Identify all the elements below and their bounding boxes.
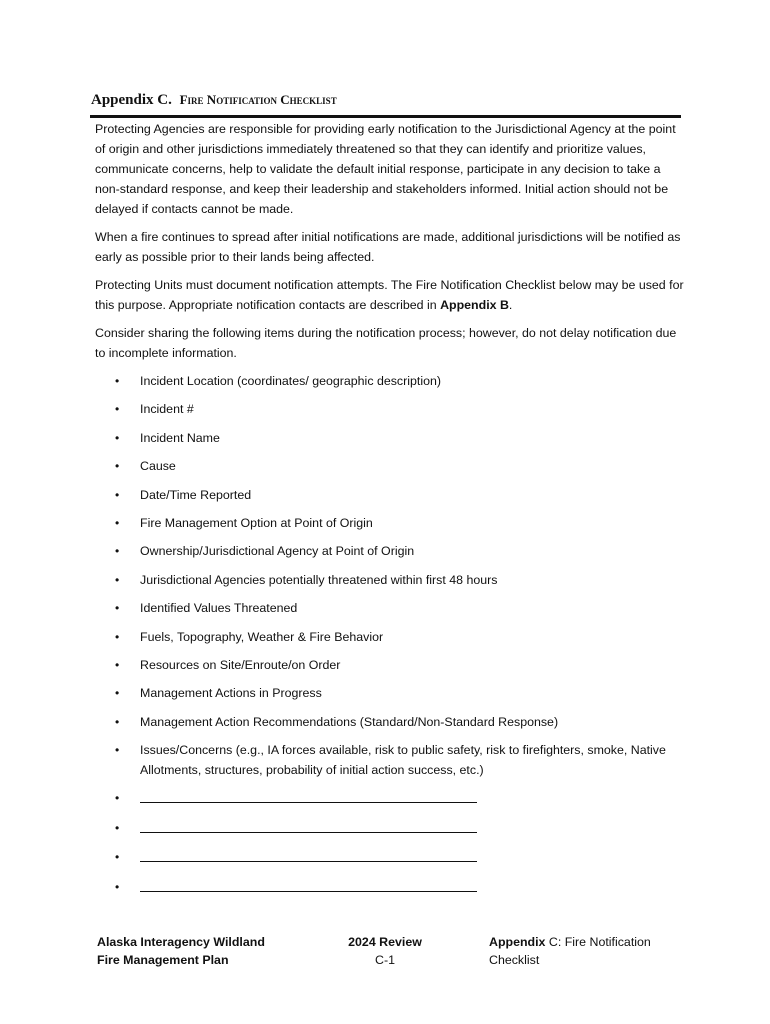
blank-fill-line [140, 788, 477, 803]
bullet-icon: • [115, 629, 120, 644]
list-item [95, 513, 685, 533]
footer-plan-line-1: Alaska Interagency Wildland [97, 935, 265, 949]
paragraph-2: When a fire continues to spread after initial notifications are made, additional jurisdictions will be notified as early as possible prior to their lands being affected. [95, 230, 681, 264]
footer-page-info [348, 933, 422, 969]
footer-section-name [489, 933, 651, 969]
list-item [95, 456, 685, 476]
list-item [95, 598, 685, 618]
bullet-icon: • [115, 743, 120, 758]
list-item-text: Issues/Concerns (e.g., IA forces available, risk to public safety, risk to firefighters, smoke, Native Allotments, structures, probability of initial action success, etc.) [140, 743, 666, 778]
list-item-text: Identified Values Threatened [140, 601, 298, 616]
bullet-icon: • [115, 544, 120, 559]
blank-fill-line [140, 818, 477, 833]
appendix-label: Appendix C. [91, 92, 172, 108]
list-item-text: Resources on Site/Enroute/on Order [140, 657, 341, 672]
bullet-icon: • [115, 850, 120, 865]
footer-plan-line-2: Fire Management Plan [97, 953, 229, 967]
bullet-icon: • [115, 487, 120, 502]
bullet-icon: • [115, 459, 120, 474]
list-item-text: Incident Location (coordinates/ geographic description) [140, 374, 441, 388]
footer-plan-name [97, 933, 265, 969]
footer-page-number: C-1 [375, 953, 395, 967]
list-item-text: Cause [140, 459, 176, 474]
list-item-text: Incident # [140, 402, 194, 417]
blank-fill-line [140, 847, 477, 862]
list-item [95, 541, 685, 561]
list-item-text: Fire Management Option at Point of Origin [140, 515, 373, 530]
list-item [95, 627, 685, 647]
list-item [95, 683, 685, 703]
blank-item [95, 847, 685, 868]
list-item-text: Fuels, Topography, Weather & Fire Behavior [140, 629, 384, 644]
paragraph-3 [95, 275, 685, 315]
list-item-text: Management Action Recommendations (Standard/Non-Standard Response) [140, 714, 559, 729]
list-item [95, 655, 685, 675]
bullet-icon: • [115, 572, 120, 587]
paragraph-3-text: Protecting Units must document notification attempts. The Fire Notification Checklist below may be used for this purpose. Appropriate notification contacts are described in [95, 278, 684, 312]
footer-section-line-2: Checklist [489, 953, 540, 967]
paragraph-1: Protecting Agencies are responsible for providing early notification to the Jurisdictional Agency at the point of origin and other jurisdictions immediately threatened so that they can identify and prioritize values, communicate concerns, help to validate the default initial response, participate in any decision to take a non-standard response, and keep their leadership and stakeholders informed. Initial action should not be delayed if contacts cannot be made. [95, 122, 676, 216]
bullet-icon: • [115, 402, 120, 417]
paragraph-4: Consider sharing the following items during the notification process; however, do not delay notification due to incomplete information. [95, 326, 677, 360]
appendix-heading [91, 92, 681, 109]
list-item [95, 712, 685, 732]
footer-review-year: 2024 Review [348, 935, 422, 949]
list-item-text: Date/Time Reported [140, 487, 252, 502]
bullet-icon: • [115, 791, 120, 806]
paragraph-3-end: . [508, 298, 513, 312]
bullet-icon: • [115, 714, 120, 729]
footer-section-rest: C: Fire Notification [545, 935, 651, 949]
bullet-icon: • [115, 374, 120, 388]
bullet-icon: • [115, 879, 120, 894]
bullet-icon: • [115, 686, 120, 701]
footer-appendix-word: Appendix [489, 935, 546, 949]
list-item-text: Incident Name [140, 430, 220, 445]
bullet-icon: • [115, 657, 120, 672]
list-item-text: Ownership/Jurisdictional Agency at Point of Origin [140, 544, 415, 559]
checklist [95, 371, 685, 898]
bullet-icon: • [115, 601, 120, 616]
bullet-icon: • [115, 820, 120, 835]
appendix-title: Fire Notification Checklist [179, 92, 337, 107]
footer-section-line-1 [489, 933, 651, 951]
list-item [95, 399, 685, 419]
list-item [95, 371, 685, 391]
appendix-b-reference: Appendix B [440, 298, 509, 312]
list-item [95, 740, 685, 780]
blank-item [95, 818, 685, 839]
body-text [95, 119, 685, 906]
list-item [95, 570, 685, 590]
list-item-text: Jurisdictional Agencies potentially threatened within first 48 hours [140, 572, 498, 587]
list-item-text: Management Actions in Progress [140, 686, 322, 701]
bullet-icon: • [115, 430, 120, 445]
blank-item [95, 788, 685, 809]
blank-fill-line [140, 877, 477, 892]
list-item [95, 428, 685, 448]
list-item [95, 485, 685, 505]
blank-item [95, 877, 685, 898]
heading-rule [90, 115, 681, 118]
bullet-icon: • [115, 515, 120, 530]
